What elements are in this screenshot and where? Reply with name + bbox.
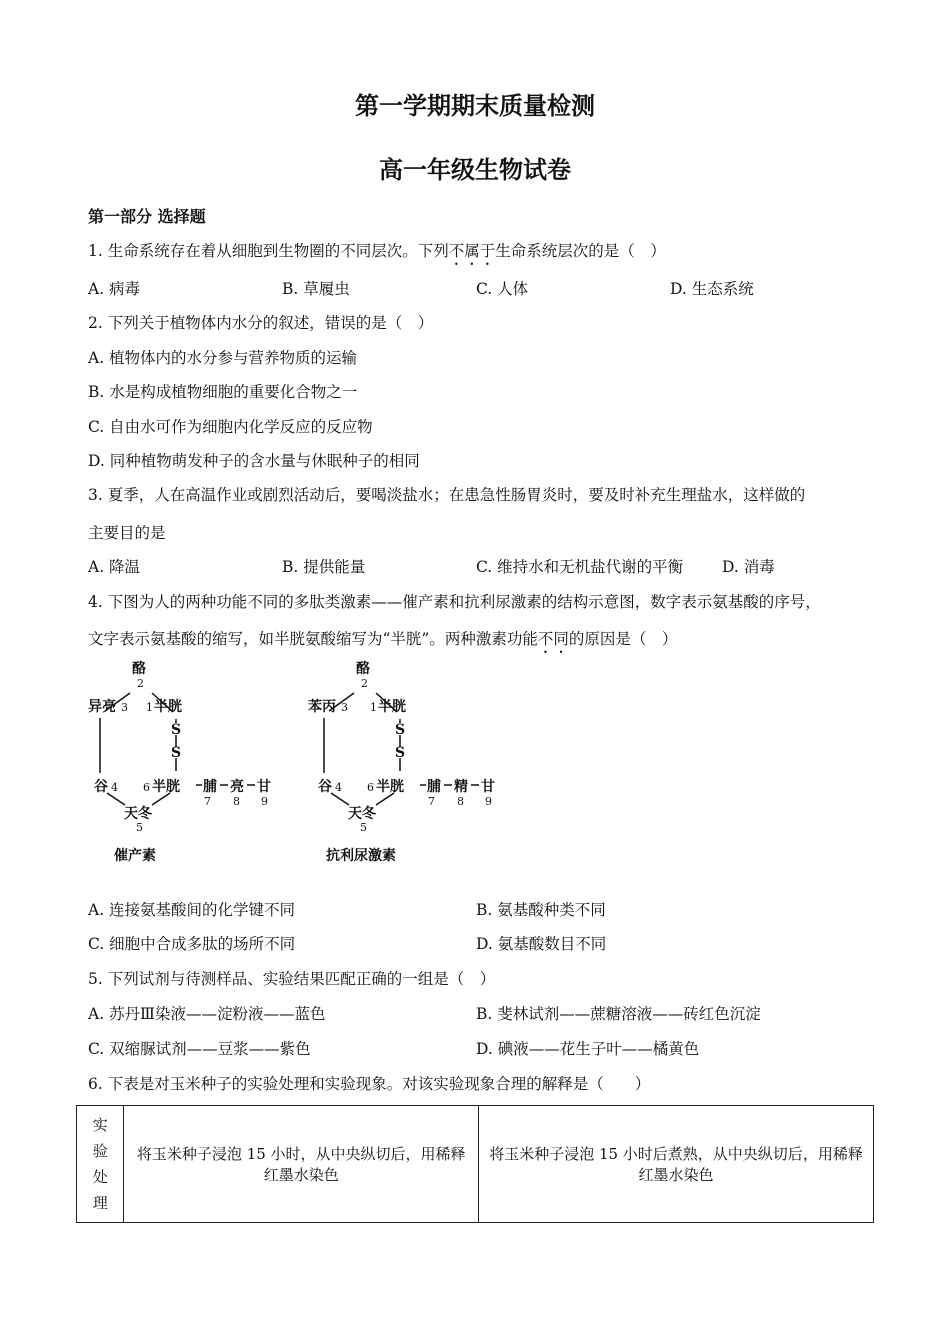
hormone-name-left: 催产素: [114, 848, 156, 864]
residue-3-right: 苯丙: [308, 699, 336, 715]
question-3-stem-line1: 3. 夏季，人在高温作业或剧烈活动后，要喝淡盐水；在患急性肠胃炎时，要及时补充生理盐水，这样做的: [88, 486, 806, 504]
residue-2-right: 酪: [356, 661, 370, 677]
seq-number: 1: [146, 701, 153, 714]
seq-number: 5: [136, 821, 143, 834]
seq-number: 1: [370, 701, 377, 714]
q1-option-b: B. 草履虫: [282, 280, 350, 298]
seq-number: 4: [111, 781, 118, 794]
question-1-stem: 1. 生命系统存在着从细胞到生物圈的不同层次。下列不属于生命系统层次的是（ ）: [88, 242, 666, 260]
residue-7-left: 脯: [203, 779, 217, 795]
residue-7-right: 脯: [427, 779, 441, 795]
seq-number: 2: [137, 677, 144, 690]
seq-number: 5: [360, 821, 367, 834]
seq-number: 7: [204, 795, 211, 808]
exam-subtitle: 高一年级生物试卷: [379, 155, 571, 184]
q1-option-c: C. 人体: [476, 280, 529, 298]
q2-option-d: D. 同种植物萌发种子的含水量与休眠种子的相同: [88, 452, 420, 470]
q4-option-b: B. 氨基酸种类不同: [476, 901, 606, 919]
table-row-label: 实验处理: [77, 1106, 124, 1223]
residue-9-right: 甘: [481, 779, 495, 795]
hormone-structure-diagram: [80, 655, 520, 870]
sulfur-atom: S: [395, 745, 406, 761]
residue-6-left: 半胱: [152, 779, 180, 795]
table-cell: 将玉米种子浸泡 15 小时，从中央纵切后，用稀释红墨水染色: [124, 1106, 479, 1223]
q4-option-d: D. 氨基酸数目不同: [476, 935, 607, 953]
q2-option-a: A. 植物体内的水分参与营养物质的运输: [88, 349, 358, 367]
residue-5-right: 天冬: [348, 806, 376, 822]
q1-option-a: A. 病毒: [88, 280, 141, 298]
residue-4-left: 谷: [94, 779, 108, 795]
q2-option-c: C. 自由水可作为细胞内化学反应的反应物: [88, 418, 373, 436]
table-row: [77, 1106, 874, 1223]
q3-option-d: D. 消毒: [722, 558, 775, 576]
residue-8-right: 精: [454, 779, 468, 795]
q1-option-d: D. 生态系统: [670, 280, 754, 298]
q3-option-a: A. 降温: [88, 558, 141, 576]
residue-1-right: 半胱: [378, 699, 406, 715]
sulfur-atom: S: [395, 722, 406, 738]
section-title: 第一部分 选择题: [88, 207, 206, 226]
q5-option-d: D. 碘液——花生子叶——橘黄色: [476, 1040, 700, 1058]
q5-option-a: A. 苏丹Ⅲ染液——淀粉液——蓝色: [88, 1005, 326, 1023]
seq-number: 9: [485, 795, 492, 808]
q5-option-c: C. 双缩脲试剂——豆浆——紫色: [88, 1040, 311, 1058]
residue-6-right: 半胱: [376, 779, 404, 795]
seq-number: 3: [341, 701, 348, 714]
exam-title: 第一学期期末质量检测: [355, 91, 595, 120]
question-3-stem-line2: 主要目的是: [88, 524, 166, 542]
q3-option-b: B. 提供能量: [282, 558, 366, 576]
q5-option-b: B. 斐林试剂——蔗糖溶液——砖红色沉淀: [476, 1005, 761, 1023]
sulfur-atom: S: [171, 745, 182, 761]
emphasis-text: 不属于: [448, 242, 496, 260]
seq-number: 6: [143, 781, 150, 794]
question-4-stem-line1: 4. 下图为人的两种功能不同的多肽类激素——催产素和抗利尿激素的结构示意图，数字表示氨基酸的序号，: [88, 593, 821, 611]
seq-number: 8: [457, 795, 464, 808]
residue-1-left: 半胱: [154, 699, 182, 715]
question-5-stem: 5. 下列试剂与待测样品、实验结果匹配正确的一组是（ ）: [88, 970, 496, 988]
seq-number: 9: [261, 795, 268, 808]
seq-number: 6: [367, 781, 374, 794]
question-4-stem-line2: 文字表示氨基酸的缩写，如半胱氨酸缩写为“半胱”。两种激素功能不同的原因是（ ）: [88, 630, 678, 648]
seq-number: 2: [361, 677, 368, 690]
seq-number: 3: [121, 701, 128, 714]
residue-4-right: 谷: [318, 779, 332, 795]
residue-2-left: 酪: [132, 661, 146, 677]
emphasis-text: 不同: [537, 630, 569, 648]
experiment-table: [76, 1105, 874, 1223]
seq-number: 4: [335, 781, 342, 794]
q2-option-b: B. 水是构成植物细胞的重要化合物之一: [88, 383, 358, 401]
hormone-name-right: 抗利尿激素: [326, 848, 396, 864]
residue-8-left: 亮: [230, 779, 244, 795]
residue-5-left: 天冬: [124, 806, 152, 822]
q3-option-c: C. 维持水和无机盐代谢的平衡: [476, 558, 684, 576]
q4-option-a: A. 连接氨基酸间的化学键不同: [88, 901, 296, 919]
residue-9-left: 甘: [257, 779, 271, 795]
q4-option-c: C. 细胞中合成多肽的场所不同: [88, 935, 296, 953]
seq-number: 8: [233, 795, 240, 808]
table-cell: 将玉米种子浸泡 15 小时后煮熟，从中央纵切后，用稀释红墨水染色: [479, 1106, 874, 1223]
residue-3-left: 异亮: [88, 699, 116, 715]
question-2-stem: 2. 下列关于植物体内水分的叙述，错误的是（ ）: [88, 314, 434, 332]
seq-number: 7: [428, 795, 435, 808]
question-6-stem: 6. 下表是对玉米种子的实验处理和实验现象。对该实验现象合理的解释是（ ）: [88, 1075, 651, 1093]
sulfur-atom: S: [171, 722, 182, 738]
